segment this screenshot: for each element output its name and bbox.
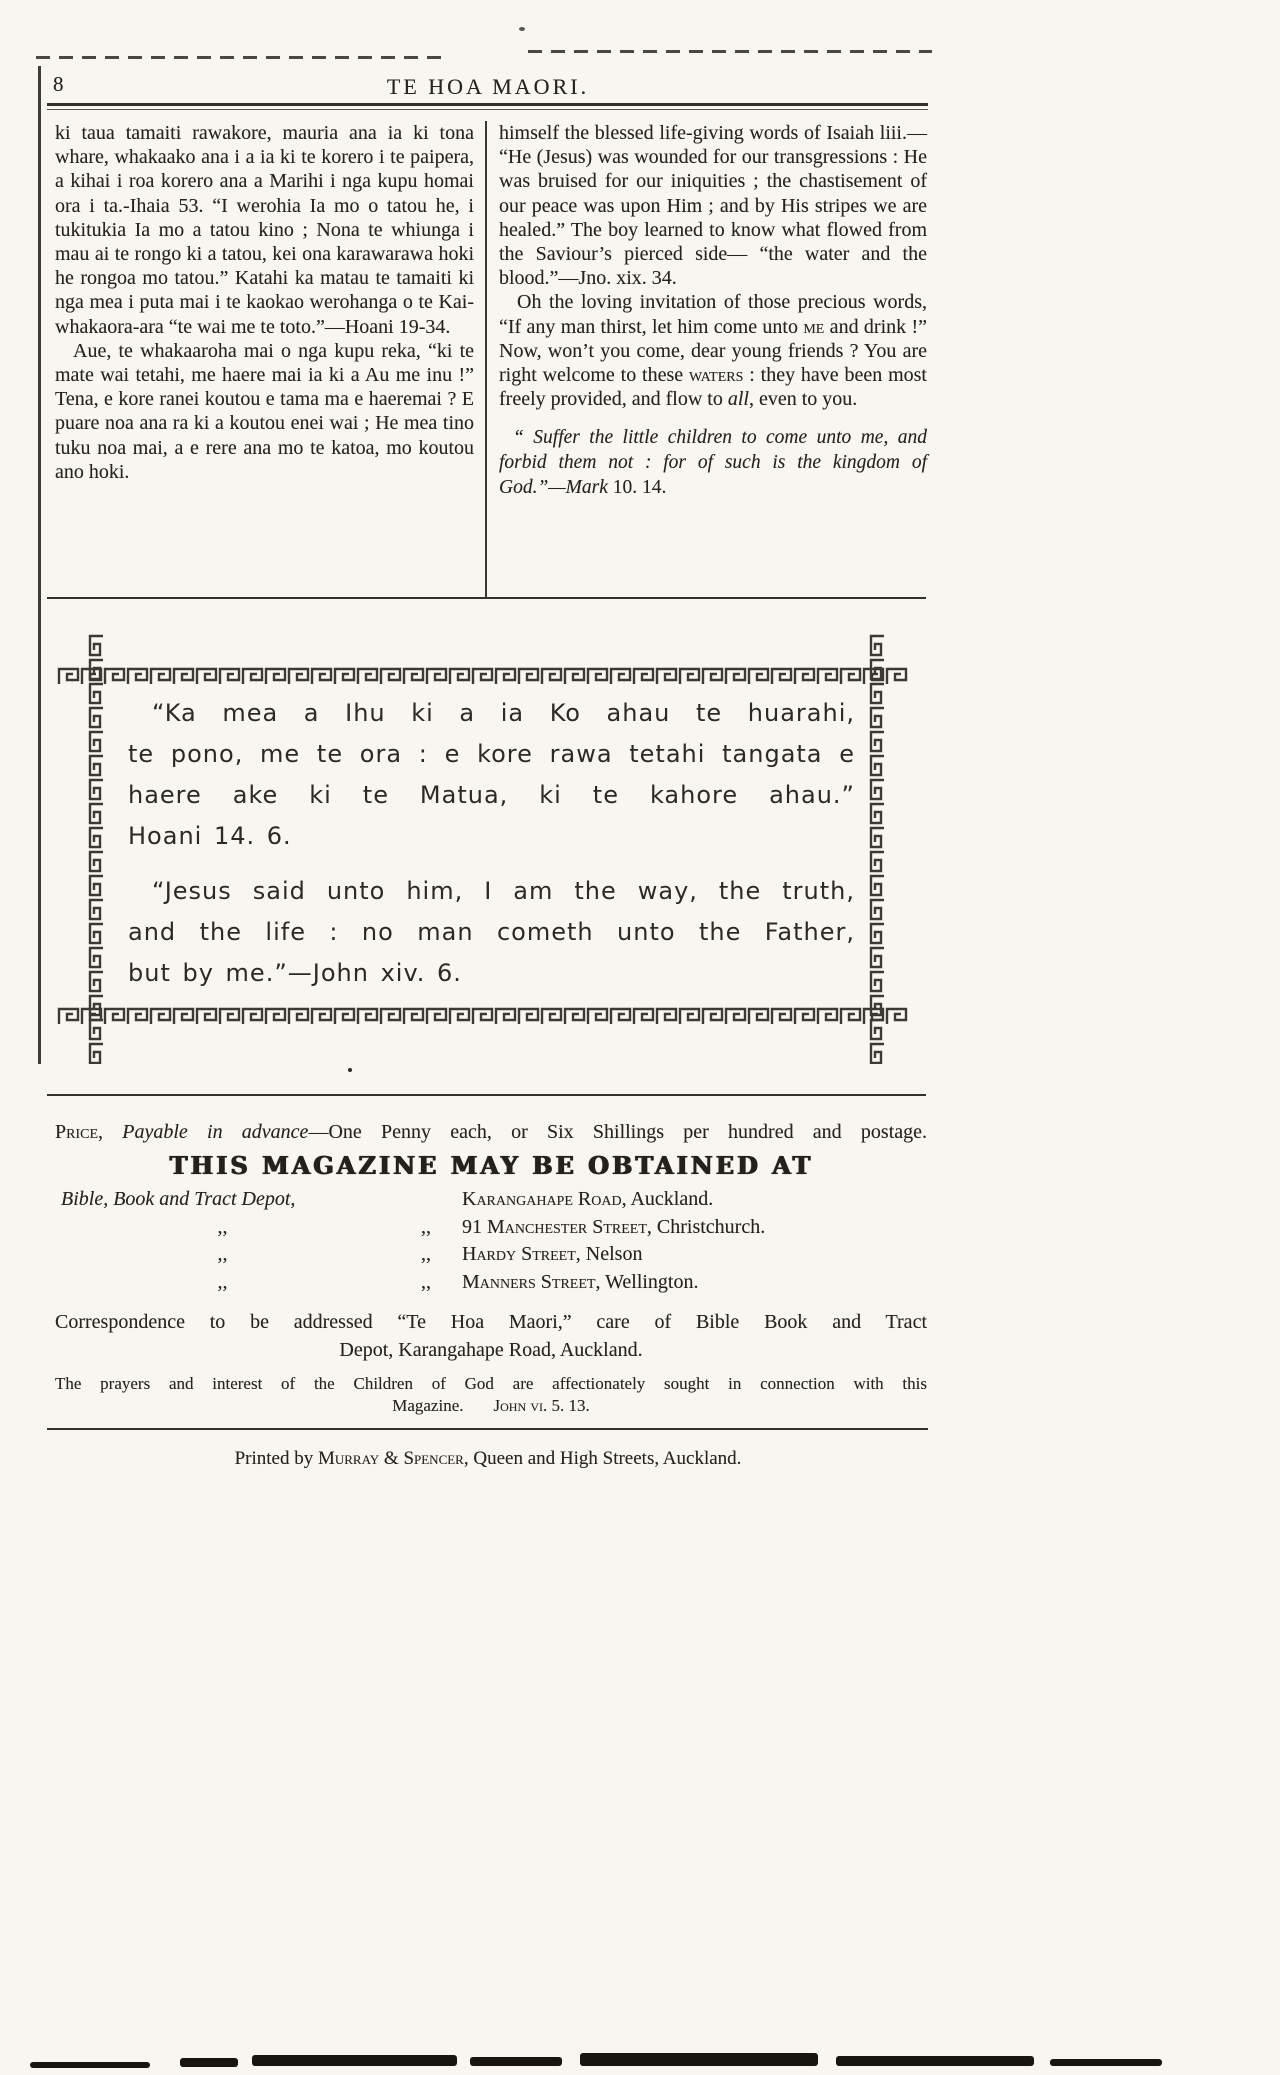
depot-row xyxy=(55,1269,927,1297)
price-label: Price, xyxy=(55,1121,104,1143)
italic-all: all xyxy=(727,388,749,411)
obtained-heading: THIS MAGAZINE MAY BE OBTAINED AT xyxy=(169,1151,813,1180)
prayers-note xyxy=(55,1373,927,1417)
header-rule-thick xyxy=(47,103,928,106)
imprint-rule xyxy=(47,1094,926,1096)
depot-row xyxy=(55,1241,927,1269)
two-column-text xyxy=(55,121,927,597)
depot-city: Nelson xyxy=(580,1243,643,1265)
prayers-line-2 xyxy=(55,1395,927,1417)
depot-address xyxy=(462,1216,765,1238)
page-number: 8 xyxy=(53,72,64,96)
page-title: TE HOA MAORI. xyxy=(386,74,590,99)
depot-source: Bible, Book and Tract Depot, xyxy=(61,1188,296,1210)
scan-artifact xyxy=(1050,2059,1162,2066)
verse-box xyxy=(128,693,855,994)
ditto-mark: ,, xyxy=(421,1243,431,1265)
scripture-quote-reference: 10. 14. xyxy=(607,477,667,499)
price-line xyxy=(55,1120,927,1144)
meander-border-left xyxy=(86,634,106,1064)
maori-verse-line: haere ake ki te Matua, ki te kahore ahau.” xyxy=(128,781,855,809)
scan-artifact xyxy=(252,2055,457,2066)
english-paragraph-2-text: and drink !” Now, won’t you come, dear young friends ? You are right welcome to these xyxy=(499,315,928,387)
ditto-mark: ,, xyxy=(421,1270,431,1293)
ditto-mark: ,, xyxy=(217,1215,228,1238)
english-verse-line: but by me.”—John xiv. 6. xyxy=(128,959,462,987)
correspondence-line-2: Depot, Karangahape Road, Auckland. xyxy=(339,1339,643,1361)
meander-border-right xyxy=(867,634,887,1064)
depot-city: Wellington. xyxy=(600,1270,699,1293)
english-paragraph-2-text: : they have been most freely provided, and flow to xyxy=(499,364,927,411)
english-column xyxy=(499,121,927,597)
ink-speck-middle xyxy=(348,1068,352,1072)
english-paragraph-2-text: Oh the loving invitation of those precious words, “If any man thirst, let him come unto xyxy=(499,291,927,338)
left-margin-rule xyxy=(38,66,41,1064)
english-paragraph-2 xyxy=(499,290,927,411)
printer-line xyxy=(48,1448,928,1470)
ditto-mark: ,, xyxy=(217,1270,228,1293)
maori-verse-line: “Ka mea a Ihu ki a ia Ko ahau te huarahi, xyxy=(152,699,855,727)
depot-row xyxy=(55,1186,927,1214)
column-divider-rule xyxy=(485,121,487,597)
depot-city: Auckland. xyxy=(626,1188,714,1210)
scan-artifact xyxy=(180,2058,238,2067)
top-edge-dash-left xyxy=(36,56,448,59)
depot-city: Christchurch. xyxy=(651,1215,766,1238)
scan-artifact xyxy=(580,2053,818,2066)
depot-list xyxy=(55,1186,927,1296)
correspondence-note xyxy=(55,1309,927,1363)
depot-street: Hardy Street, xyxy=(462,1243,581,1265)
maori-column xyxy=(55,121,474,597)
maori-paragraph-1: ki taua tamaiti rawakore, mauria ana ia ki tona whare, whakaako ana i a ia ki te korero i te paipera, a kihai i roa korero ana a Marihi i nga kupu homai ora i ta.-Ihaia 53. “I werohia Ia mo o tatou he, i tukitukia Ia mo a tatou kino ; Nona te whiunga i mau ai te rongo ki a tatou, kei ona karawarawa hoki he rongoa mo tatou.” Katahi ka matau te tamaiti ki nga mea i puta mai i te kaokao werohanga o te Kai-whakaora-ara “te wai me te toto.”—Hoani 19-34. xyxy=(55,122,474,338)
scan-artifact xyxy=(30,2062,150,2068)
prayers-scripture-reference: John vi. 5. 13. xyxy=(493,1396,590,1415)
scan-artifact xyxy=(836,2056,1034,2066)
ditto-mark: ,, xyxy=(421,1215,431,1238)
scan-artifact xyxy=(470,2057,562,2066)
maori-paragraph-2: Aue, te whakaaroha mai o nga kupu reka, “ki te mate wai tetahi, me haere mai ia ki a Au me inu !” Tena, e kore ranei koutou e tama ma e haeremai ? E puare noa ana ra ki a koutou enei wai ; He mea tino tuku noa mai, a e rere ana mo te katoa, mo koutou ano hoki. xyxy=(55,339,474,483)
prayers-magazine-label: Magazine. xyxy=(392,1396,464,1415)
header-rule-thin xyxy=(47,109,928,110)
english-verse-line: and the life : no man cometh unto the Father, xyxy=(128,918,855,946)
printer-prefix: Printed by xyxy=(234,1448,318,1469)
section-rule xyxy=(47,597,926,599)
meander-border-top xyxy=(57,666,908,688)
depot-street: Manners Street, xyxy=(462,1270,601,1293)
imprint-section xyxy=(55,1120,927,1417)
correspondence-line-1: Correspondence to be addressed “Te Hoa Maori,” care of Bible Book and Tract xyxy=(55,1311,927,1333)
depot-street: Manchester Street, xyxy=(487,1215,652,1238)
depot-street: Karangahape Road, xyxy=(462,1188,627,1210)
ink-speck-top xyxy=(519,27,525,31)
english-paragraph-2-text: , even to you. xyxy=(748,388,858,411)
smallcaps-me: me xyxy=(803,315,825,338)
depot-row xyxy=(55,1214,927,1242)
top-edge-dash-right xyxy=(528,50,932,53)
scripture-quote-italic: “ Suffer the little children to come unto me, and forbid them not : for of such is the kingdom of God.”—Mark xyxy=(499,427,927,499)
maori-verse-reference: Hoani 14. 6. xyxy=(128,822,292,850)
smallcaps-waters: waters xyxy=(688,364,744,387)
price-terms-italic: Payable in advance xyxy=(103,1121,309,1143)
prayers-line-1: The prayers and interest of the Children of God are affectionately sought in connection with this xyxy=(55,1374,927,1393)
ditto-mark: ,, xyxy=(217,1243,228,1265)
maori-verse-line: te pono, me te ora : e kore rawa tetahi tangata e xyxy=(128,740,855,768)
printer-name: Murray & Spencer, xyxy=(317,1448,469,1469)
english-paragraph-1: himself the blessed life-giving words of Isaiah liii.— “He (Jesus) was wounded for our transgressions : He was bruised for our iniquities ; the chastisement of our peace was upon Him ; and by His stripes we are healed.” The boy learned to know what flowed from the Saviour’s pierced side— “the water and the blood.”—Jno. xix. 34. xyxy=(499,122,927,290)
english-verse-line: “Jesus said unto him, I am the way, the truth, xyxy=(152,877,855,905)
depot-address xyxy=(462,1243,642,1265)
depot-address xyxy=(462,1271,699,1293)
depot-address xyxy=(462,1188,713,1210)
meander-border-bottom xyxy=(57,1006,908,1028)
scripture-quote xyxy=(499,425,927,500)
depot-street-number: 91 xyxy=(462,1215,487,1238)
footer-rule xyxy=(47,1428,928,1430)
printer-address: Queen and High Streets, Auckland. xyxy=(468,1448,742,1469)
price-terms: —One Penny each, or Six Shillings per hundred and postage. xyxy=(308,1121,928,1143)
